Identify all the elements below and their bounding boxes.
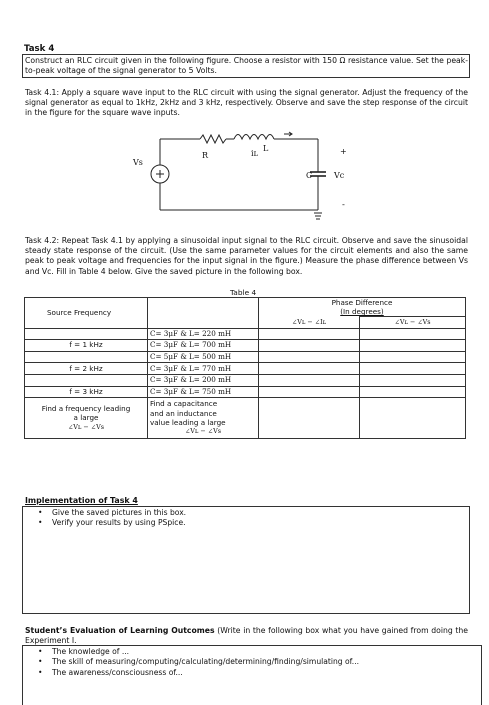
cell-input[interactable] <box>259 374 360 386</box>
r-label: R <box>202 151 209 160</box>
cell-input[interactable] <box>259 328 360 340</box>
cell-input[interactable] <box>360 340 466 352</box>
table-caption: Table 4 <box>230 288 257 297</box>
table-row: f = 1 kHz C= 3μF & L= 700 mH <box>25 340 466 352</box>
minus-sign: - <box>342 200 345 209</box>
cell-input[interactable] <box>360 363 466 375</box>
list-item: • The knowledge of ... <box>30 647 359 657</box>
col2-header: ∠Vʟ − ∠Vs <box>360 317 466 329</box>
col1-header: ∠Vʟ − ∠Iʟ <box>259 317 360 329</box>
table-row: C= 5μF & L= 500 mH <box>25 351 466 363</box>
table-4 <box>24 297 466 439</box>
cell-input[interactable] <box>259 398 360 439</box>
resistor-symbol <box>200 135 226 143</box>
cell-input[interactable] <box>259 386 360 398</box>
table-row: C= 3μF & L= 220 mH <box>25 328 466 340</box>
cell-input[interactable] <box>360 351 466 363</box>
task41-text: Task 4.1: Apply a square wave input to the RLC circuit with using the signal generator. Adjust the frequency of the signal generator as equal to 1kHz, 2kHz and 3 kHz, respectively. Observe and save the step response of the circuit in the figure for the square wave inputs. <box>25 88 468 118</box>
inductor-symbol <box>234 135 274 140</box>
l-label: L <box>263 144 269 153</box>
cell-input[interactable] <box>360 398 466 439</box>
vc-label: Vc <box>334 171 345 180</box>
il-label: iʟ <box>251 149 258 158</box>
phase-header: Phase Difference (In degrees) <box>259 298 466 317</box>
c-label: C <box>306 171 313 180</box>
cell-input[interactable] <box>360 374 466 386</box>
list-item: • Give the saved pictures in this box. <box>30 508 186 518</box>
list-item: • The awareness/consciousness of... <box>30 668 359 678</box>
source-frequency-header: Source Frequency <box>25 298 148 329</box>
list-item: • The skill of measuring/computing/calculating/determining/finding/simulating of... <box>30 657 359 667</box>
impl-title: Implementation of Task 4 <box>25 496 138 505</box>
eval-text: Student’s Evaluation of Learning Outcomes (Write in the following box what you have gained from doing the Experiment I. <box>25 626 468 646</box>
plus-sign: + <box>340 147 347 156</box>
rlc-circuit-diagram <box>150 130 360 220</box>
cell-input[interactable] <box>259 340 360 352</box>
impl-list <box>30 508 186 529</box>
cell-input[interactable] <box>259 363 360 375</box>
task42-text: Task 4.2: Repeat Task 4.1 by applying a sinusoidal input signal to the RLC circuit. Observe and save the sinusoidal steady state response of the circuit. (Use the same parameter values for the circuit elements and also the same peak to peak voltage and frequencies for the input signal in the figure.) Measure the phase difference between Vs and Vc. Fill in Table 4 below. Give the saved picture in the following box. <box>25 236 468 276</box>
vs-label: Vs <box>133 158 143 167</box>
task-title: Task 4 <box>24 44 55 54</box>
eval-list <box>30 647 359 678</box>
table-row: C= 3μF & L= 200 mH <box>25 374 466 386</box>
cell-input[interactable] <box>360 328 466 340</box>
intro-text: Construct an RLC circuit given in the following figure. Choose a resistor with 150 Ω resistance value. Set the peak-to-peak voltage of the signal generator to 5 Volts. <box>25 56 468 76</box>
param-header-cell <box>148 298 259 329</box>
cell-input[interactable] <box>360 386 466 398</box>
table-row: Find a frequency leading a large ∠Vʟ − ∠Vs Find a capacitance and an inductance value leading a large ∠Vʟ − ∠Vs <box>25 398 466 439</box>
list-item: • Verify your results by using PSpice. <box>30 518 186 528</box>
table-row: f = 2 kHz C= 3μF & L= 770 mH <box>25 363 466 375</box>
cell-input[interactable] <box>259 351 360 363</box>
table-row: f = 3 kHz C= 3μF & L= 750 mH <box>25 386 466 398</box>
